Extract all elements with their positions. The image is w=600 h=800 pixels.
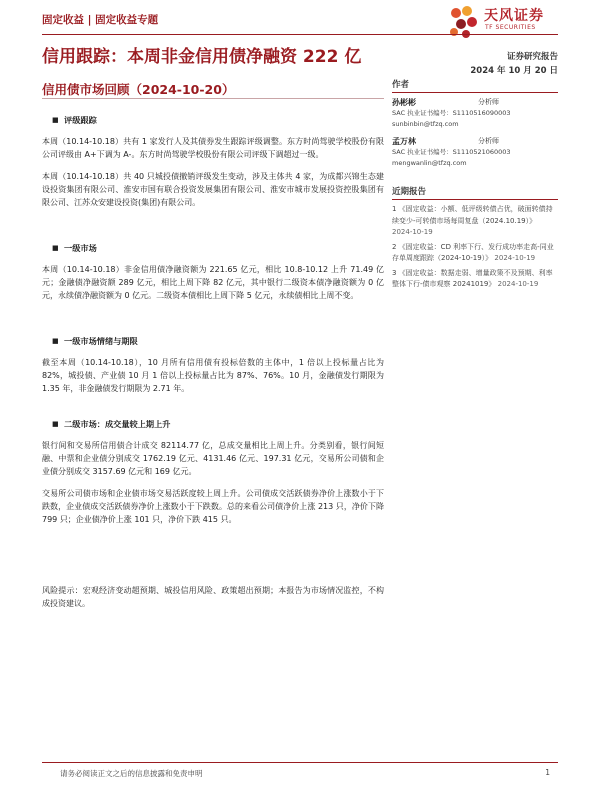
subtitle-divider <box>42 98 384 99</box>
page-title: 信用跟踪：本周非金信用债净融资 222 亿 <box>42 47 362 67</box>
header-category: 固定收益 | 固定收益专题 <box>42 14 159 26</box>
footer-divider <box>42 762 558 763</box>
header-divider <box>42 34 558 35</box>
author-role: 分析师 <box>478 98 499 106</box>
author-email[interactable]: mengwanlin@tfzq.com <box>392 159 467 167</box>
sentiment-para-1: 截至本周（10.14-10.18），10 月所有信用债有投标倍数的主体中，1 倍以上投标量占比为 82%，城投债、产业债 10 月 1 倍以上投标量占比为 87%、76%。10 月，金融债发行期限为 1.35 年，非金融债发行期限为 2.71 年。 <box>42 358 384 393</box>
related-title[interactable]: 1 《固定收益：小额、低评级转债占优，破面转债持续变少-可转债市场每周复盘（2024.10.19）》 <box>392 205 553 225</box>
author-cert: SAC 执业证书编号：S1110521060003 <box>392 148 511 156</box>
logo-name: 天风证券 <box>484 8 544 24</box>
author-role: 分析师 <box>478 137 499 145</box>
logo-sub: TF SECURITIES <box>485 24 536 31</box>
secondary-para-2: 交易所公司债市场和企业债市场交易活跃度较上周上升。公司债成交活跃债券净价上涨数小于下跌数，企业债成交活跃债券净价上涨数小于下跌数。总的来看公司债净价上涨 213 只，净价下降 799 只；企业债净价上涨 101 只，净价下跌 415 只。 <box>42 489 384 524</box>
section-heading-sentiment: ■ 一级市场情绪与期限 <box>52 336 138 346</box>
related-date: 2024-10-19 <box>497 280 539 288</box>
author-card <box>392 97 558 130</box>
related-date: 2024-10-19 <box>494 254 536 262</box>
main-content <box>42 108 384 535</box>
footer-disclaimer: 请务必阅读正文之后的信息披露和免责申明 <box>60 769 203 778</box>
section-heading-rating: ■ 评级跟踪 <box>52 115 97 125</box>
rating-para-2: 本周（10.14-10.18）共 40 只城投债撤销评级发生变动，涉及主体共 4 家，为成都兴锦生态建设投资集团有限公司、淮安市国有联合投资发展集团有限公司、淮安市城市发展投资控股集团有限公司、江苏众安建设投资(集团)有限公司。 <box>42 172 384 207</box>
related-item[interactable] <box>392 242 558 265</box>
related-heading: 近期报告 <box>392 185 558 200</box>
secondary-para-1: 银行间和交易所信用债合计成交 82114.77 亿，总成交量相比上周上升。分类别看，银行间短融、中票和企业债分别成交 1762.19 亿元、4131.46 亿元、197.31 亿元，交易所公司债和企业债分别成交 3157.69 亿元和 169 亿元。 <box>42 441 384 476</box>
square-bullet-icon: ■ <box>52 244 59 252</box>
report-type: 证券研究报告 <box>506 52 558 62</box>
related-item[interactable] <box>392 268 558 291</box>
authors-heading: 作者 <box>392 78 558 93</box>
section-heading-primary: ■ 一级市场 <box>52 243 97 253</box>
risk-warning: 风险提示：宏观经济变动超预期、城投信用风险、政策超出预期；本报告为市场情况监控，不构成投资建议。 <box>42 586 384 608</box>
related-item[interactable] <box>392 204 558 239</box>
author-cert: SAC 执业证书编号：S1110516090003 <box>392 109 511 117</box>
author-email[interactable]: sunbinbin@tfzq.com <box>392 120 459 128</box>
rating-para-1: 本周（10.14-10.18）共有 1 家发行人及其债券发生跟踪评级调整。东方时尚驾驶学校股份有限公司评级由 A+下调为 A-。东方时尚驾驶学校股份有限公司评级下调超过一级。 <box>42 137 384 159</box>
author-name: 孟万林 <box>392 137 416 146</box>
square-bullet-icon: ■ <box>52 337 59 345</box>
sidebar <box>392 78 558 294</box>
section-heading-secondary: ■ 二级市场：成交量较上期上升 <box>52 419 171 429</box>
square-bullet-icon: ■ <box>52 116 59 124</box>
report-date: 2024 年 10 月 20 日 <box>470 66 558 76</box>
related-date: 2024-10-19 <box>392 228 433 236</box>
related-list <box>392 204 558 291</box>
square-bullet-icon: ■ <box>52 420 59 428</box>
related-title[interactable]: 2 《固定收益：CD 利率下行、发行成功率走高-同业存单周度跟踪（2024-10-19）》 <box>392 242 554 262</box>
author-name: 孙彬彬 <box>392 98 416 107</box>
related-title[interactable]: 3 《固定收益：数据走弱、增量政策不及预期、利率整体下行-债市观察 20241019》 <box>392 268 553 288</box>
primary-para-1: 本周（10.14-10.18）非金信用债净融资额为 221.65 亿元，相比 10.8-10.12 上升 71.49 亿元；金融债净融资额 289 亿元，相比上周下降 82 亿元，其中银行二级资本债净融资额为 0 亿元，永续债净融资额为 0 亿元。二级资本债相比上周下降 5 亿元，永续债相比上周不变。 <box>42 265 384 300</box>
author-card <box>392 136 558 169</box>
page-subtitle: 信用债市场回顾（2024-10-20） <box>42 82 235 97</box>
page-number: 1 <box>545 768 550 777</box>
